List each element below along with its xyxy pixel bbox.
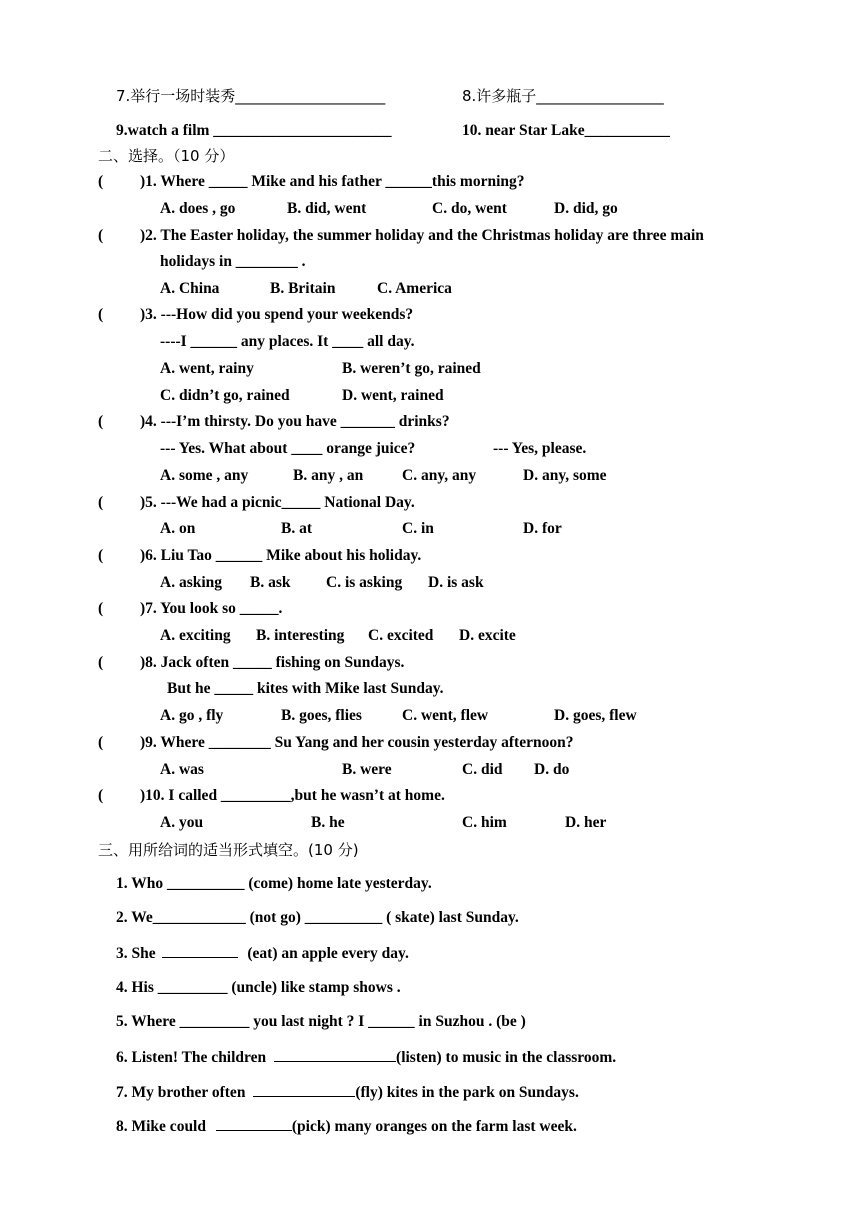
q7-option-a: A. exciting bbox=[160, 627, 231, 644]
q10-option-b: B. he bbox=[311, 814, 345, 831]
q7-option-d: D. excite bbox=[459, 627, 516, 644]
q7-option-c: C. excited bbox=[368, 627, 434, 644]
q9-option-b: B. were bbox=[342, 761, 392, 778]
section-2-heading: 二、选择。（10 分） bbox=[98, 147, 235, 165]
q8-option-b: B. goes, flies bbox=[281, 707, 362, 724]
q9-stem: )9. Where ________ Su Yang and her cousin yesterday afternoon? bbox=[140, 734, 574, 751]
q9-option-a: A. was bbox=[160, 761, 204, 778]
q7-stem: )7. You look so _____. bbox=[140, 600, 283, 617]
vocab-item-8: 8.许多瓶子_________________ bbox=[462, 87, 664, 105]
q6-option-b: B. ask bbox=[250, 574, 291, 591]
q10-option-a: A. you bbox=[160, 814, 204, 831]
q8-stem: )8. Jack often _____ fishing on Sundays. bbox=[140, 654, 405, 671]
q1-stem: )1. Where _____ Mike and his father ______this morning? bbox=[140, 173, 525, 190]
q1-option-a: A. does , go bbox=[160, 200, 236, 217]
q10-stem: )10. I called _________,but he wasn’t at home. bbox=[140, 787, 445, 804]
q8-option-d: D. goes, flew bbox=[554, 707, 637, 724]
q3-stem-line2: ----I ______ any places. It ____ all day. bbox=[160, 333, 415, 350]
q8-paren: ( bbox=[98, 654, 104, 671]
q8-option-a: A. go , fly bbox=[160, 707, 224, 724]
q6-option-a: A. asking bbox=[160, 574, 223, 591]
blank-line bbox=[216, 1116, 292, 1131]
q6-option-c: C. is asking bbox=[326, 574, 403, 591]
q9-option-d: D. do bbox=[534, 761, 570, 778]
q4-option-d: D. any, some bbox=[523, 467, 607, 484]
q2-option-a: A. China bbox=[160, 280, 220, 297]
q9-paren: ( bbox=[98, 734, 104, 751]
q1-option-c: C. do, went bbox=[432, 200, 507, 217]
q4-paren: ( bbox=[98, 413, 104, 430]
q5-option-c: C. in bbox=[402, 520, 434, 537]
fill-sentence-1: 1. Who __________ (come) home late yesterday. bbox=[116, 875, 432, 892]
q4-option-c: C. any, any bbox=[402, 467, 477, 484]
q6-paren: ( bbox=[98, 547, 104, 564]
q8-stem-line2: But he _____ kites with Mike last Sunday. bbox=[167, 680, 444, 697]
q4-stem-line2: --- Yes. What about ____ orange juice? bbox=[160, 440, 416, 457]
fill-sentence-7: 7. My brother often (fly) kites in the park on Sundays. bbox=[116, 1084, 579, 1101]
q3-option-a: A. went, rainy bbox=[160, 360, 254, 377]
q7-option-b: B. interesting bbox=[256, 627, 345, 644]
q3-paren: ( bbox=[98, 306, 104, 323]
q8-option-c: C. went, flew bbox=[402, 707, 489, 724]
q2-stem-line2: holidays in ________ . bbox=[160, 253, 306, 270]
vocab-item-9: 9.watch a film _______________________ bbox=[116, 122, 392, 139]
q5-option-d: D. for bbox=[523, 520, 562, 537]
q3-option-c: C. didn’t go, rained bbox=[160, 387, 290, 404]
q5-option-a: A. on bbox=[160, 520, 196, 537]
q6-stem: )6. Liu Tao ______ Mike about his holiday. bbox=[140, 547, 422, 564]
vocab-item-10: 10. near Star Lake___________ bbox=[462, 122, 670, 139]
q5-option-b: B. at bbox=[281, 520, 312, 537]
q4-stem: )4. ---I’m thirsty. Do you have _______ drinks? bbox=[140, 413, 450, 430]
fill-sentence-4: 4. His _________ (uncle) like stamp shows . bbox=[116, 979, 401, 996]
q5-paren: ( bbox=[98, 494, 104, 511]
q10-paren: ( bbox=[98, 787, 104, 804]
q3-stem: )3. ---How did you spend your weekends? bbox=[140, 306, 414, 323]
q4-option-a: A. some , any bbox=[160, 467, 249, 484]
q5-stem: )5. ---We had a picnic_____ National Day. bbox=[140, 494, 415, 511]
fill-sentence-2: 2. We____________ (not go) __________ ( skate) last Sunday. bbox=[116, 909, 519, 926]
q7-paren: ( bbox=[98, 600, 104, 617]
q2-option-b: B. Britain bbox=[270, 280, 336, 297]
section-3-heading: 三、用所给词的适当形式填空。(10 分) bbox=[98, 841, 359, 859]
q4-option-b: B. any , an bbox=[293, 467, 364, 484]
q2-option-c: C. America bbox=[377, 280, 452, 297]
q10-option-c: C. him bbox=[462, 814, 507, 831]
fill-sentence-8: 8. Mike could (pick) many oranges on the farm last week. bbox=[116, 1118, 577, 1135]
fill-sentence-6: 6. Listen! The children (listen) to music in the classroom. bbox=[116, 1049, 617, 1066]
fill-sentence-3: 3. She (eat) an apple every day. bbox=[116, 945, 409, 962]
q3-option-b: B. weren’t go, rained bbox=[342, 360, 481, 377]
blank-line bbox=[162, 943, 238, 958]
q3-option-d: D. went, rained bbox=[342, 387, 444, 404]
q2-paren: ( bbox=[98, 227, 104, 244]
blank-line bbox=[274, 1047, 396, 1062]
q1-option-d: D. did, go bbox=[554, 200, 618, 217]
q1-paren: ( bbox=[98, 173, 104, 190]
blank-line bbox=[253, 1082, 355, 1097]
q4-stem-reply: --- Yes, please. bbox=[493, 440, 587, 457]
q9-option-c: C. did bbox=[462, 761, 503, 778]
vocab-item-7: 7.举行一场时装秀____________________ bbox=[116, 87, 386, 105]
q2-stem: )2. The Easter holiday, the summer holiday and the Christmas holiday are three main bbox=[140, 227, 704, 244]
q1-option-b: B. did, went bbox=[287, 200, 367, 217]
q6-option-d: D. is ask bbox=[428, 574, 484, 591]
fill-sentence-5: 5. Where _________ you last night ? I ______ in Suzhou . (be ) bbox=[116, 1013, 526, 1030]
q10-option-d: D. her bbox=[565, 814, 607, 831]
